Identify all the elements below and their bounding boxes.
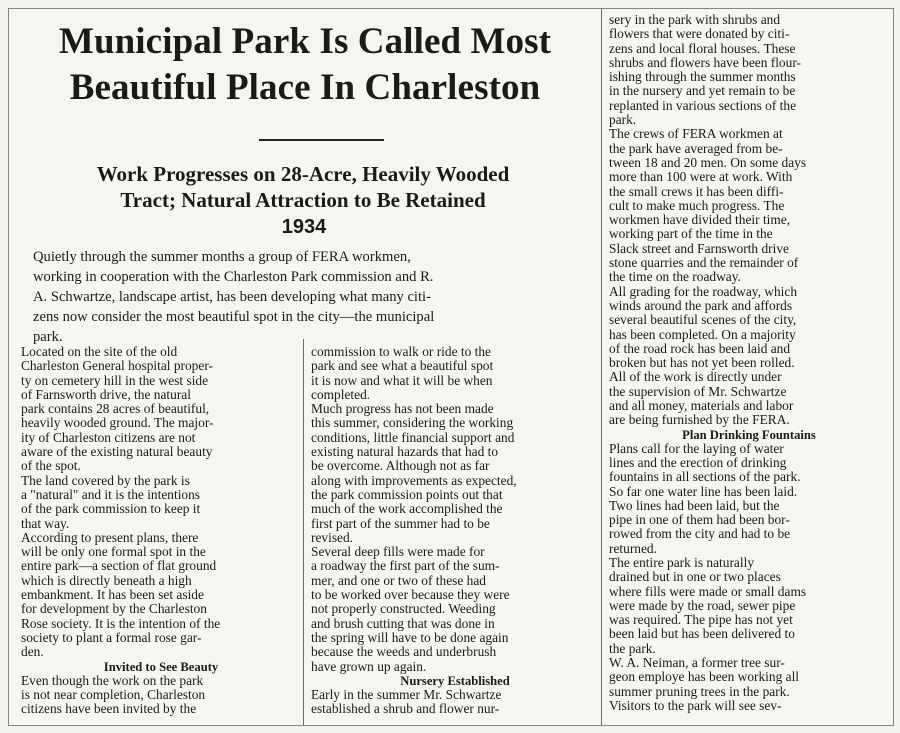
text-line: completed. xyxy=(311,387,371,402)
text-line: of the park commission to keep it xyxy=(21,502,201,517)
text-line: drained but in one or two places xyxy=(609,570,781,585)
text-line: replanted in various sections of the xyxy=(609,98,797,113)
text-line: revised. xyxy=(311,530,354,545)
text-line: it is now and what it will be when xyxy=(311,373,493,388)
text-line: park and see what a beautiful spot xyxy=(311,359,494,374)
text-line: the small crews it has been diffi- xyxy=(609,184,784,199)
text-line: along with improvements as expected, xyxy=(311,473,517,488)
text-line: The entire park is naturally xyxy=(609,555,755,570)
text-line: be overcome. Although not as far xyxy=(311,459,490,474)
year-label: 1934 xyxy=(281,216,327,238)
column-3-body-continued xyxy=(609,442,889,714)
text-line: where fills were made or small dams xyxy=(609,584,807,599)
column-2-body-continued xyxy=(311,688,599,717)
text-line: commission to walk or ride to the xyxy=(311,345,492,359)
text-line: heavily wooded ground. The major- xyxy=(21,416,214,431)
text-line: Rose society. It is the intention of the xyxy=(21,616,221,631)
text-line: pipe in one of them had been bor- xyxy=(609,513,790,528)
text-line: fountains in all sections of the park. xyxy=(609,470,801,485)
text-line: Two lines had been laid, but the xyxy=(609,498,780,513)
text-line: ishing through the summer months xyxy=(609,70,796,85)
headline-line-1: Municipal Park Is Called Most xyxy=(58,21,552,62)
text-line: A. Schwartze, landscape artist, has been developing what many citi- xyxy=(33,289,431,305)
text-line: park. xyxy=(609,113,637,128)
text-line: for development by the Charleston xyxy=(21,602,207,617)
text-line: more than 100 were at work. With xyxy=(609,170,793,185)
text-line: a roadway the first part of the sum- xyxy=(311,559,500,574)
text-line: entire park—a section of flat ground xyxy=(21,559,217,574)
text-line: a "natural" and it is the intentions xyxy=(21,487,201,502)
text-line: geon employe has been working all xyxy=(609,670,800,685)
text-line: aware of the existing natural beauty xyxy=(21,445,213,460)
column-divider-1 xyxy=(303,339,304,725)
text-line: The land covered by the park is xyxy=(21,473,190,488)
text-line: lines and the erection of drinking xyxy=(609,455,787,470)
text-line: working in cooperation with the Charleston Park commission and R. xyxy=(33,269,434,285)
headline-line-2: Beautiful Place In Charleston xyxy=(69,67,541,108)
text-line: the supervision of Mr. Schwartze xyxy=(609,384,787,399)
text-line: Early in the summer Mr. Schwartze xyxy=(311,687,502,702)
text-line: Slack street and Farnsworth drive xyxy=(609,241,789,256)
text-line: W. A. Neiman, a former tree sur- xyxy=(609,656,785,671)
text-line: been laid but has been delivered to xyxy=(609,627,795,642)
text-line: which is directly beneath a high xyxy=(21,573,192,588)
text-line: several beautiful scenes of the city, xyxy=(609,313,797,328)
text-line: broken but has not yet been rolled. xyxy=(609,356,795,371)
text-line: summer pruning trees in the park. xyxy=(609,684,790,699)
text-line: because the weeds and underbrush xyxy=(311,645,497,660)
subheadline-line-1: Work Progresses on 28-Acre, Heavily Wooded xyxy=(96,162,510,186)
text-line: Quietly through the summer months a group of FERA workmen, xyxy=(33,249,411,265)
column-2 xyxy=(311,345,599,725)
text-line: rowed from the city and had to be xyxy=(609,527,791,542)
article-subheadline xyxy=(19,161,587,213)
text-line: that way. xyxy=(21,516,70,531)
text-line: Plans call for the laying of water xyxy=(609,441,784,456)
text-line: ty on cemetery hill in the west side xyxy=(21,373,209,388)
text-line: is not near completion, Charleston xyxy=(21,687,206,702)
column-1-subhead: Invited to See Beauty xyxy=(103,659,219,674)
text-line: According to present plans, there xyxy=(21,530,199,545)
text-line: citizens have been invited by the xyxy=(21,702,197,717)
text-line: has been completed. On a majority xyxy=(609,327,796,342)
text-line: will be only one formal spot in the xyxy=(21,545,206,560)
column-1-body-continued xyxy=(21,674,301,717)
text-line: the park have averaged from be- xyxy=(609,141,783,156)
column-2-subhead: Nursery Established xyxy=(400,673,510,688)
headline-divider xyxy=(259,139,384,141)
text-line: stone quarries and the remainder of xyxy=(609,256,799,271)
text-line: sery in the park with shrubs and xyxy=(609,13,781,27)
text-line: shrubs and flowers have been flour- xyxy=(609,55,801,70)
text-line: All of the work is directly under xyxy=(609,370,782,385)
text-line: established a shrub and flower nur- xyxy=(311,702,500,717)
text-line: conditions, little financial support and xyxy=(311,430,515,445)
column-1 xyxy=(21,345,301,725)
text-line: the park. xyxy=(609,641,656,656)
text-line: ity of Charleston citizens are not xyxy=(21,430,196,445)
text-line: Located on the site of the old xyxy=(21,345,178,359)
subheadline-line-2: Tract; Natural Attraction to Be Retained xyxy=(120,188,486,212)
text-line: park. xyxy=(33,329,63,345)
text-line: Charleston General hospital proper- xyxy=(21,359,213,374)
text-line: Much progress has not been made xyxy=(311,402,494,417)
text-line: zens and local floral houses. These xyxy=(609,41,796,56)
text-line: and all money, materials and labor xyxy=(609,399,794,414)
text-line: of the road rock has been laid and xyxy=(609,341,791,356)
column-2-body xyxy=(311,345,599,674)
text-line: Even though the work on the park xyxy=(21,673,204,688)
text-line: Several deep fills were made for xyxy=(311,545,485,560)
column-3 xyxy=(609,13,889,725)
text-line: were made by the road, sewer pipe xyxy=(609,598,796,613)
text-line: Visitors to the park will see sev- xyxy=(609,698,782,713)
text-line: So far one water line has been laid. xyxy=(609,484,798,499)
text-line: The crews of FERA workmen at xyxy=(609,127,783,142)
text-line: tween 18 and 20 men. On some days xyxy=(609,155,807,170)
article-headline xyxy=(11,19,599,111)
text-line: returned. xyxy=(609,541,657,556)
text-line: cult to make much progress. The xyxy=(609,198,785,213)
text-line: have grown up again. xyxy=(311,659,427,674)
text-line: to be worked over because they were xyxy=(311,588,510,603)
text-line: embankment. It has been set aside xyxy=(21,588,204,603)
text-line: park contains 28 acres of beautiful, xyxy=(21,402,210,417)
text-line: and brush cutting that was done in xyxy=(311,616,495,631)
text-line: this summer, considering the working xyxy=(311,416,514,431)
text-line: mer, and one or two of these had xyxy=(311,573,486,588)
text-line: den. xyxy=(21,645,44,660)
text-line: the spring will have to be done again xyxy=(311,630,509,645)
text-line: of the spot. xyxy=(21,459,81,474)
column-divider-2 xyxy=(601,9,602,725)
column-1-body xyxy=(21,345,301,660)
text-line: in the nursery and yet remain to be xyxy=(609,84,796,99)
text-line: the park commission points out that xyxy=(311,487,503,502)
text-line: much of the work accomplished the xyxy=(311,502,503,517)
text-line: of Farnsworth drive, the natural xyxy=(21,387,191,402)
text-line: society to plant a formal rose gar- xyxy=(21,630,202,645)
text-line: flowers that were donated by citi- xyxy=(609,27,790,42)
text-line: existing natural hazards that had to xyxy=(311,445,499,460)
text-line: first part of the summer had to be xyxy=(311,516,490,531)
text-line: not properly constructed. Weeding xyxy=(311,602,496,617)
text-line: zens now consider the most beautiful spot in the city—the municipal xyxy=(33,309,435,325)
column-3-body xyxy=(609,13,889,428)
newspaper-clipping xyxy=(8,8,894,726)
text-line: workmen have divided their time, xyxy=(609,213,791,228)
text-line: winds around the park and affords xyxy=(609,298,793,313)
text-line: was required. The pipe has not yet xyxy=(609,613,793,628)
text-line: the time on the roadway. xyxy=(609,270,741,285)
text-line: working part of the time in the xyxy=(609,227,773,242)
text-line: All grading for the roadway, which xyxy=(609,284,798,299)
lead-paragraph xyxy=(33,247,595,347)
text-line: are being furnished by the FERA. xyxy=(609,413,790,428)
column-3-subhead: Plan Drinking Fountains xyxy=(682,427,816,442)
